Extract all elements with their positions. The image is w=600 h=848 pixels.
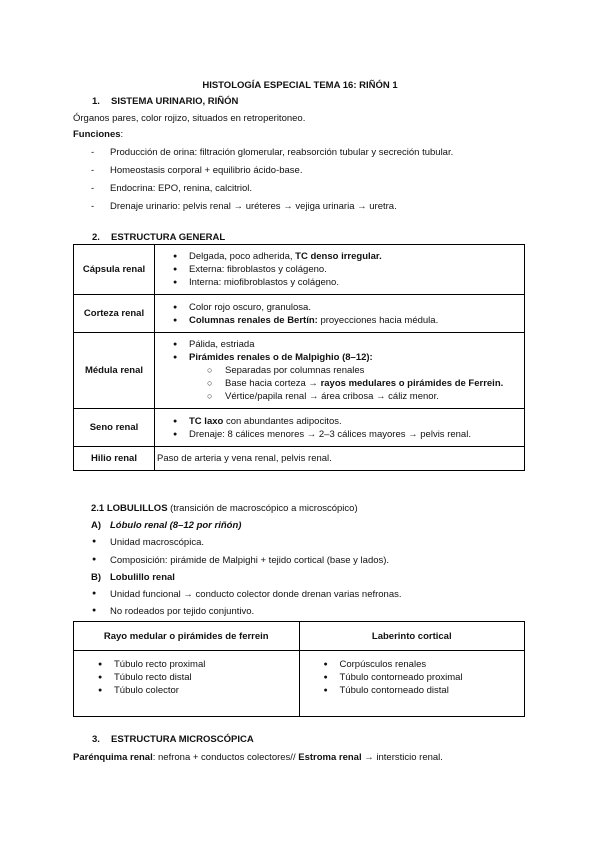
dash-bullet: - [91,147,95,158]
table-row [74,295,525,333]
text: Base hacia corteza → [225,378,321,389]
table-cell [74,651,300,717]
list-item: ● Color rojo oscuro, granulosa. [189,301,524,314]
section-3-heading: ESTRUCTURA MICROSCÓPICA [111,734,254,745]
bold-text: Estroma renal [298,752,362,763]
section-2-1-heading [91,503,358,514]
sub-list-item: ○ Vértice/papila renal → área cribosa → cáliz menor. [225,390,524,403]
row-content [155,409,525,447]
row-content [155,295,525,333]
table-row [74,245,525,295]
subsection-a-letter: A) [91,520,102,531]
bold-text: rayos medulares o pirámides de Ferrein. [320,378,504,389]
list-item: ● Pirámides renales o de Malpighio (8–12): [189,351,524,364]
funciones-colon: : [120,129,124,140]
page-title: HISTOLOGÍA ESPECIAL TEMA 16: RIÑÓN 1 [202,80,398,91]
section-1-number: 1. [92,96,100,107]
bold-text: Columnas renales de Bertín: [189,314,318,326]
list-item: Unidad macroscópica. [110,537,204,548]
funcion-item: Producción de orina: filtración glomerular, reabsorción tubular y secreción tubular. [110,147,454,158]
section-2-heading: ESTRUCTURA GENERAL [111,232,226,243]
list-item: ● Externa: fibroblastos y colágeno. [189,263,524,276]
row-label: Cápsula renal [74,245,155,295]
section-2-number: 2. [92,232,100,243]
text: (transición de macroscópico a microscópico) [167,503,358,514]
sub-list-item: ○ Separadas por columnas renales [225,364,524,377]
bold-text: TC laxo [189,415,224,427]
funciones-label [73,129,123,140]
lobulillo-table [73,621,525,717]
text: → intersticio renal. [361,752,443,763]
column-header: Rayo medular o pirámides de ferrein [74,622,300,651]
list-item: ● Túbulo contorneado distal [340,684,525,697]
list-item: Unidad funcional → conducto colector donde drenan varias nefronas. [110,589,402,600]
subsection-b-letter: B) [91,572,102,583]
row-label: Hilio renal [74,447,155,471]
list-item: ● Interna: miofibroblastos y colágeno. [189,276,524,289]
table-row [74,651,525,717]
list-item [189,314,524,327]
list-item: ● Túbulo contorneado proximal [340,671,525,684]
bold-text: TC denso irregular. [295,251,382,262]
funciones-label-text: Funciones [73,129,121,140]
funcion-item: Drenaje urinario: pelvis renal → uréteres → vejiga urinaria → uretra. [110,201,397,212]
table-row [74,333,525,409]
subsection-a-title: Lóbulo renal (8–12 por riñón) [110,520,242,531]
row-label: Médula renal [74,333,155,409]
section-1-intro: Órganos pares, color rojizo, situados en retroperitoneo. [73,113,306,124]
text: con abundantes adipocitos. [223,415,342,427]
text: Delgada, poco adherida, [189,251,296,262]
bold-text: Parénquima renal [73,752,153,763]
funcion-item: Endocrina: EPO, renina, calcitriol. [110,183,253,194]
table-row [74,447,525,471]
estructura-general-table [73,244,525,471]
list-item: ● Corpúsculos renales [340,658,525,671]
row-content [155,245,525,295]
list-item [189,250,524,263]
subsection-b-title: Lobulillo renal [110,572,175,583]
table-header-row [74,622,525,651]
dash-bullet: - [91,183,95,194]
list-item: ● Túbulo colector [114,684,299,697]
list-item [189,415,524,428]
bullet: ● [92,556,97,563]
bullet: ● [92,538,97,545]
section-3-number: 3. [92,734,100,745]
funcion-item: Homeostasis corporal + equilibrio ácido-base. [110,165,303,176]
row-content [155,333,525,409]
row-label: Corteza renal [74,295,155,333]
bullet: ● [92,590,97,597]
row-content: Paso de arteria y vena renal, pelvis renal. [155,447,525,471]
dash-bullet: - [91,165,95,176]
column-header: Laberinto cortical [299,622,525,651]
list-item: No rodeados por tejido conjuntivo. [110,606,255,617]
list-item: ● Túbulo recto distal [114,671,299,684]
bold-text: 2.1 LOBULILLOS [91,503,168,514]
sub-list-item [225,377,524,390]
bullet: ● [92,607,97,614]
list-item: ● Drenaje: 8 cálices menores → 2–3 cálices mayores → pelvis renal. [189,428,524,441]
list-item: Composición: pirámide de Malpighi + tejido cortical (base y lados). [110,555,390,566]
text: : nefrona + conductos colectores// [152,752,299,763]
section-3-paragraph [73,752,443,763]
table-row [74,409,525,447]
list-item: ● Pálida, estriada [189,338,524,351]
table-cell [299,651,525,717]
row-label: Seno renal [74,409,155,447]
list-item: ● Túbulo recto proximal [114,658,299,671]
section-1-heading: SISTEMA URINARIO, RIÑÓN [111,96,239,107]
dash-bullet: - [91,201,95,212]
text: proyecciones hacia médula. [317,314,439,326]
